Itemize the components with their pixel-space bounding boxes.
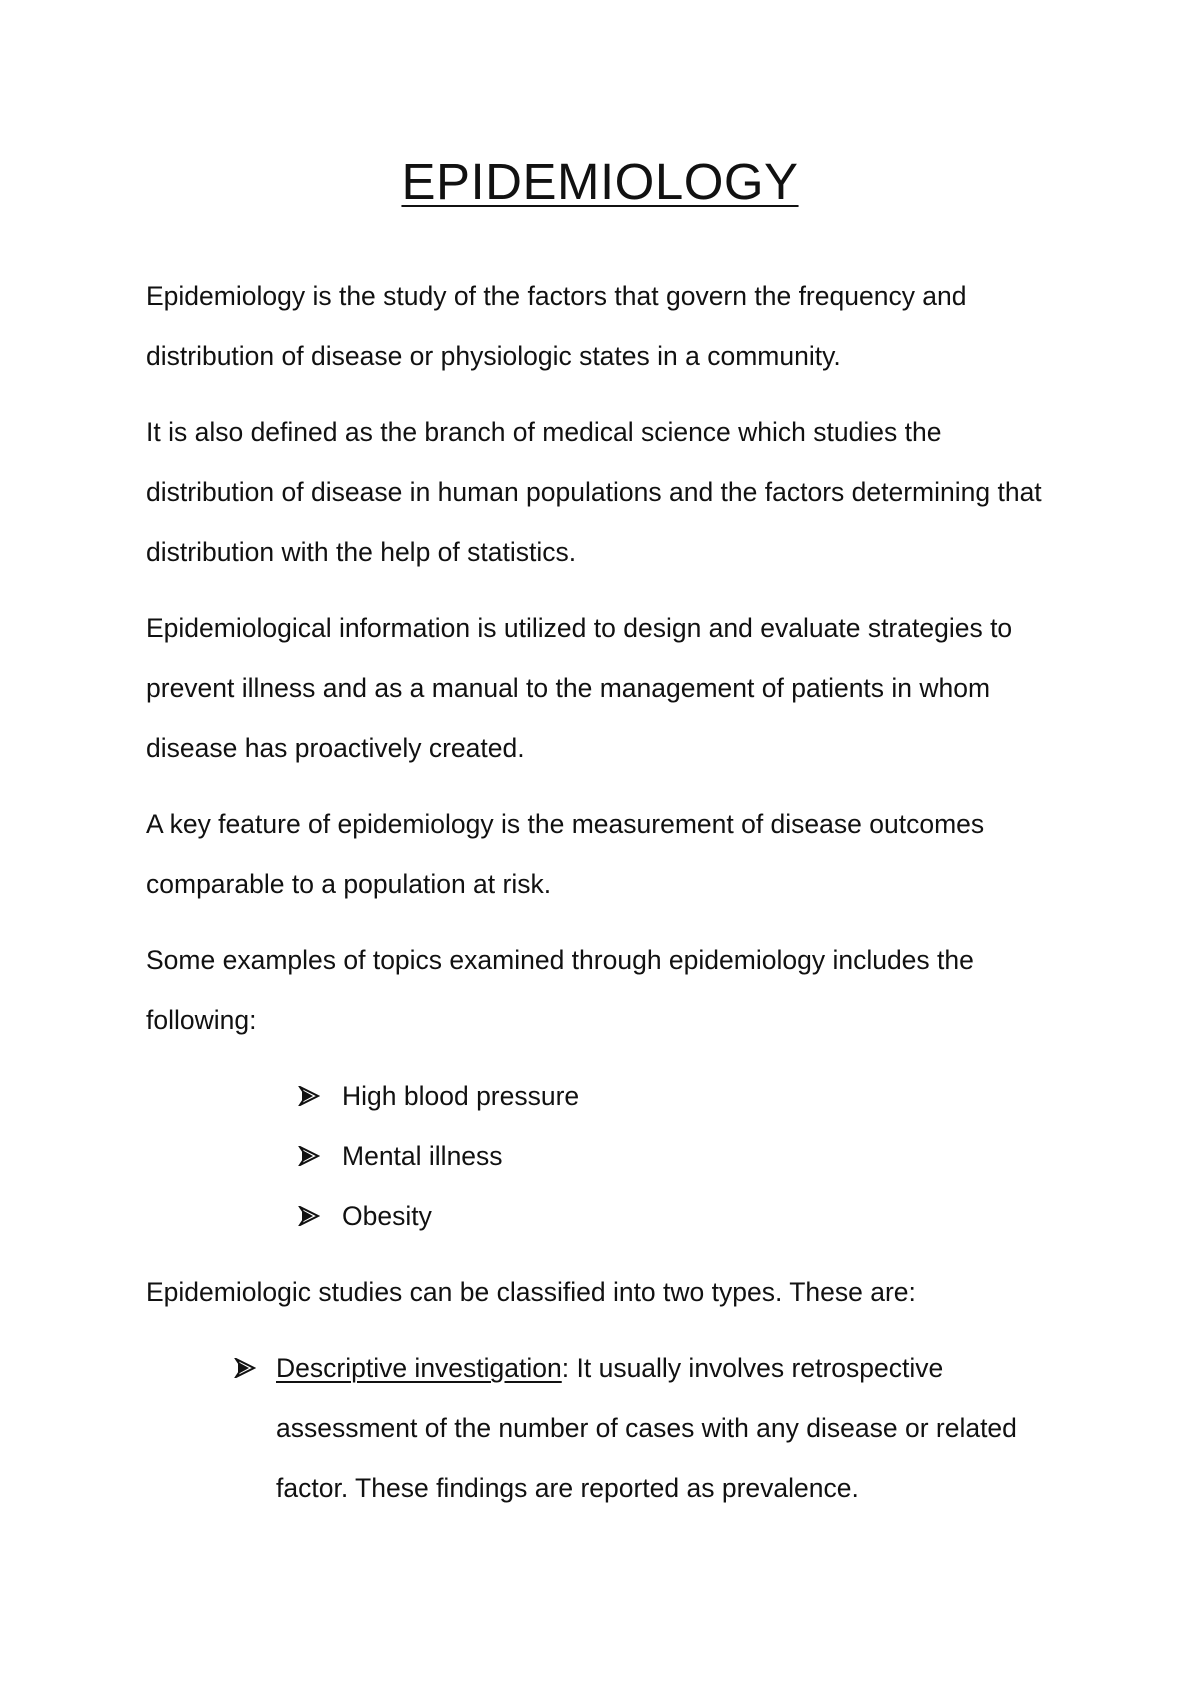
document-body bbox=[146, 266, 1066, 1534]
arrowhead-bullet-icon bbox=[298, 1066, 328, 1126]
paragraph-examples-intro: Some examples of topics examined through epidemiology includes the following: bbox=[146, 945, 974, 1035]
study-type-term: Descriptive investigation bbox=[276, 1353, 562, 1383]
paragraph-key-feature: A key feature of epidemiology is the measurement of disease outcomes comparable to a population at risk. bbox=[146, 809, 985, 899]
document-title: EPIDEMIOLOGY bbox=[401, 153, 799, 210]
arrowhead-bullet-icon bbox=[234, 1338, 264, 1398]
study-type-separator: : bbox=[561, 1353, 570, 1383]
list-item-text: Obesity bbox=[342, 1201, 432, 1231]
arrowhead-bullet-icon bbox=[298, 1186, 328, 1246]
paragraph-alt-definition: It is also defined as the branch of medical science which studies the distribution of disease in human populations and the factors determining that distribution with the help of statistics. bbox=[146, 417, 1042, 567]
study-types-list bbox=[146, 1338, 1066, 1518]
list-item bbox=[298, 1126, 1066, 1186]
list-item-text: Mental illness bbox=[342, 1141, 503, 1171]
paragraph-study-types-intro: Epidemiologic studies can be classified into two types. These are: bbox=[146, 1277, 916, 1307]
list-item bbox=[298, 1066, 1066, 1126]
paragraph-information-use: Epidemiological information is utilized to design and evaluate strategies to prevent illness and as a manual to the management of patients in whom disease has proactively created. bbox=[146, 613, 1013, 763]
list-item-text: High blood pressure bbox=[342, 1081, 580, 1111]
topic-examples-list bbox=[146, 1066, 1066, 1246]
study-type-description: It usually involves retrospective assessment of the number of cases with any disease or related factor. These findings are reported as prevalence. bbox=[276, 1353, 1017, 1503]
arrowhead-bullet-icon bbox=[298, 1126, 328, 1186]
paragraph-definition: Epidemiology is the study of the factors that govern the frequency and distribution of disease or physiologic states in a community. bbox=[146, 281, 967, 371]
list-item bbox=[298, 1186, 1066, 1246]
list-item bbox=[234, 1338, 1056, 1518]
